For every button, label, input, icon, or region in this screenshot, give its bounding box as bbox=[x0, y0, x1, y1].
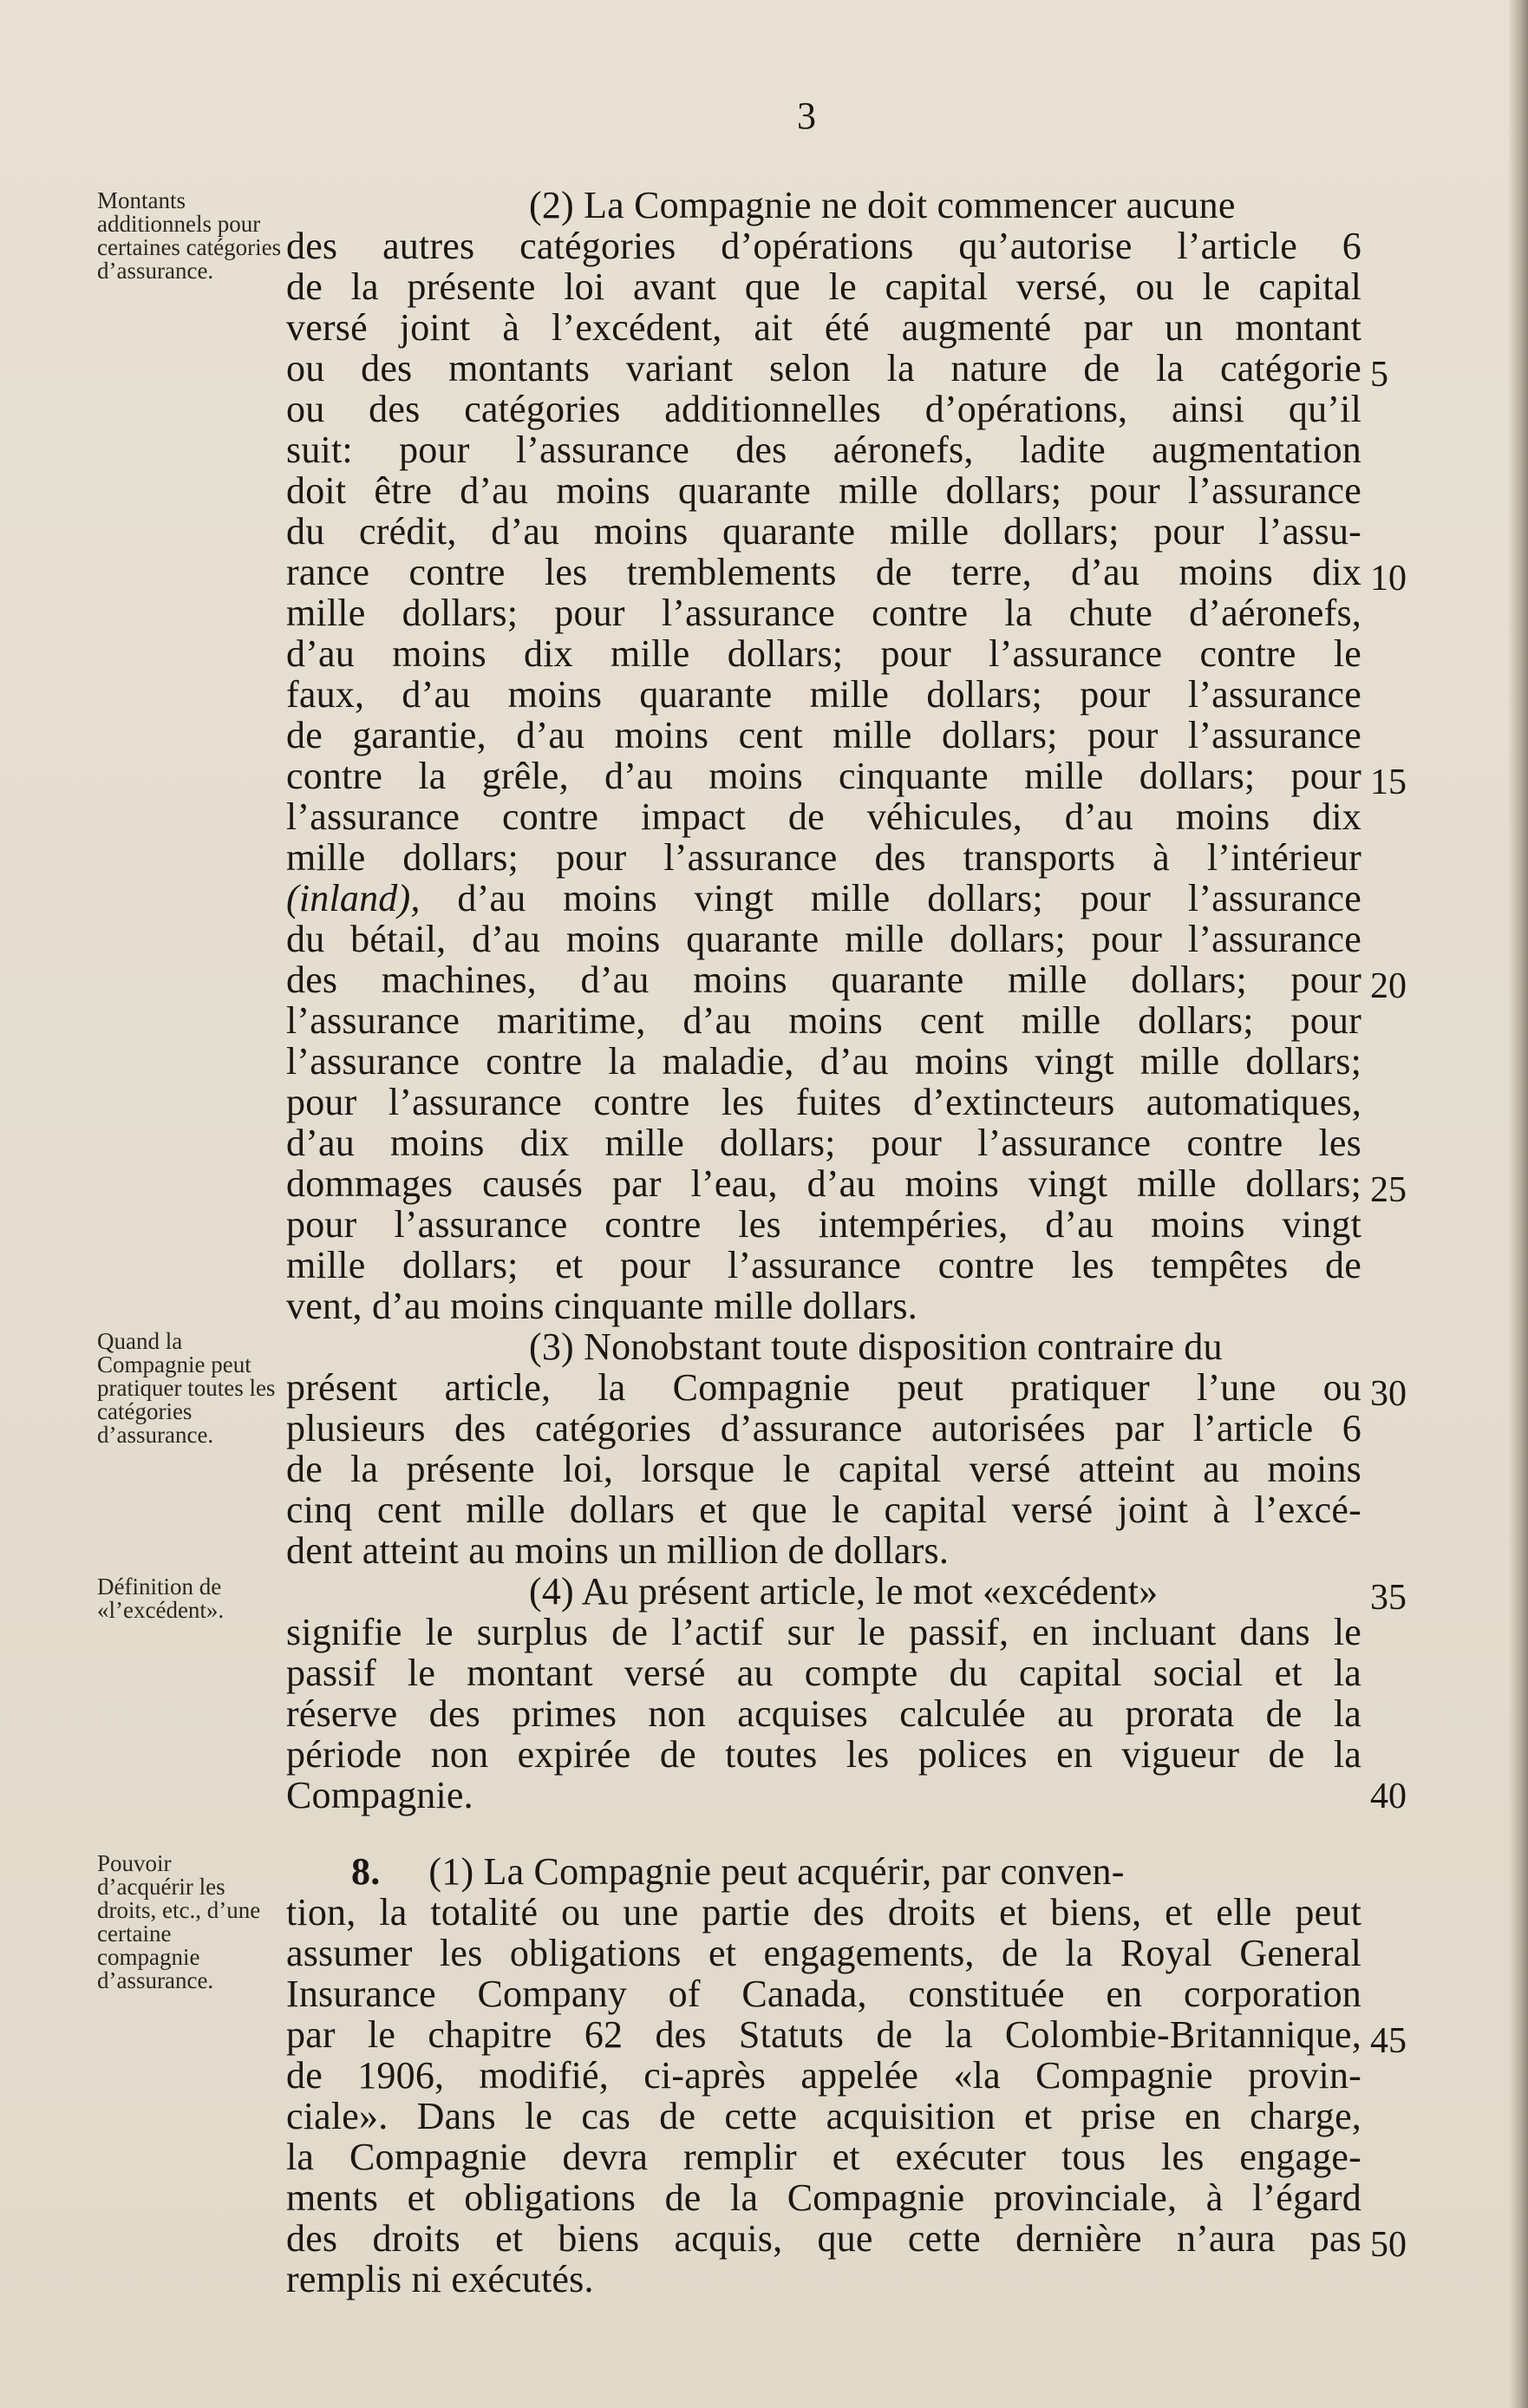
margin-note-definition-excedent: Définition de «l’excédent». bbox=[97, 1574, 225, 1623]
line-number: 20 bbox=[1370, 966, 1407, 1006]
text-line: l’assurance contre la maladie, d’au moins vingt mille dollars; bbox=[286, 1040, 1361, 1083]
line-number: 30 bbox=[1370, 1374, 1407, 1414]
text-line-rest: d’au moins vingt mille dollars; pour l’assurance bbox=[457, 877, 1361, 919]
text-line-rest: (1) La Compagnie peut acquérir, par conven- bbox=[428, 1850, 1125, 1893]
text-line: présent article, la Compagnie peut pratiquer l’une ou bbox=[286, 1366, 1361, 1409]
page-number: 3 bbox=[797, 95, 816, 137]
line-number: 15 bbox=[1370, 762, 1407, 802]
text-line: du crédit, d’au moins quarante mille dollars; pour l’assu- bbox=[286, 510, 1361, 553]
text-line: ments et obligations de la Compagnie provinciale, à l’égard bbox=[286, 2176, 1361, 2219]
margin-note-additional-amounts: Montants additionnels pour certaines catégories d’assurance. bbox=[97, 187, 282, 284]
line-number: 50 bbox=[1370, 2225, 1407, 2265]
text-line: pour l’assurance contre les fuites d’extincteurs automatiques, bbox=[286, 1081, 1361, 1123]
margin-note-all-categories: Quand la Compagnie peut pratiquer toutes les catégories d’assurance. bbox=[97, 1328, 276, 1448]
text-line: faux, d’au moins quarante mille dollars; pour l’assurance bbox=[286, 673, 1361, 716]
text-line: pour l’assurance contre les intempéries, d’au moins vingt bbox=[286, 1203, 1361, 1246]
text-line: des autres catégories d’opérations qu’autorise l’article 6 bbox=[286, 225, 1361, 267]
text-line bbox=[351, 1852, 1361, 1892]
text-line: (2) La Compagnie ne doit commencer aucune bbox=[529, 184, 1236, 226]
text-line: de 1906, modifié, ci-après appelée «la Compagnie provin- bbox=[286, 2054, 1361, 2097]
text-line: Insurance Company of Canada, constituée en corporation bbox=[286, 1973, 1361, 2015]
text-line: mille dollars; et pour l’assurance contre les tempêtes de bbox=[286, 1244, 1361, 1286]
text-line: ou des catégories additionnelles d’opérations, ainsi qu’il bbox=[286, 388, 1361, 430]
line-number: 10 bbox=[1370, 559, 1407, 599]
text-line: rance contre les tremblements de terre, d’au moins dix bbox=[286, 551, 1361, 593]
text-line: mille dollars; pour l’assurance des transports à l’intérieur bbox=[286, 836, 1361, 879]
text-line: de la présente loi, lorsque le capital versé atteint au moins bbox=[286, 1448, 1361, 1490]
text-line: par le chapitre 62 des Statuts de la Colombie-Britannique, bbox=[286, 2013, 1361, 2056]
text-line: versé joint à l’excédent, ait été augmenté par un montant bbox=[286, 306, 1361, 349]
line-number: 45 bbox=[1370, 2021, 1407, 2061]
text-line: signifie le surplus de l’actif sur le passif, en incluant dans le bbox=[286, 1611, 1361, 1653]
text-line: dent atteint au moins un million de dollars. bbox=[286, 1529, 950, 1572]
text-line: des droits et biens acquis, que cette dernière n’aura pas bbox=[286, 2217, 1361, 2260]
text-line: tion, la totalité ou une partie des droits et biens, et elle peut bbox=[286, 1891, 1361, 1934]
text-line: réserve des primes non acquises calculée au prorata de la bbox=[286, 1692, 1361, 1735]
text-line: des machines, d’au moins quarante mille dollars; pour bbox=[286, 959, 1361, 1001]
text-line: de la présente loi avant que le capital versé, ou le capital bbox=[286, 265, 1361, 308]
text-line: doit être d’au moins quarante mille dollars; pour l’assurance bbox=[286, 469, 1361, 512]
text-line: l’assurance maritime, d’au moins cent mille dollars; pour bbox=[286, 999, 1361, 1042]
text-line bbox=[286, 879, 1361, 919]
line-number: 25 bbox=[1370, 1170, 1407, 1210]
text-line: suit: pour l’assurance des aéronefs, ladite augmentation bbox=[286, 429, 1361, 471]
text-line: Compagnie. bbox=[286, 1774, 473, 1816]
text-line: passif le montant versé au compte du capital social et la bbox=[286, 1652, 1361, 1694]
line-number: 40 bbox=[1370, 1777, 1407, 1816]
text-line: vent, d’au moins cinquante mille dollars. bbox=[286, 1285, 917, 1327]
line-number: 35 bbox=[1370, 1578, 1407, 1618]
text-line: d’au moins dix mille dollars; pour l’assurance contre le bbox=[286, 632, 1361, 675]
text-line: période non expirée de toutes les polices en vigueur de la bbox=[286, 1733, 1361, 1776]
text-line: remplis ni exécutés. bbox=[286, 2258, 594, 2300]
text-line: du bétail, d’au moins quarante mille dollars; pour l’assurance bbox=[286, 918, 1361, 960]
text-line: plusieurs des catégories d’assurance autorisées par l’article 6 bbox=[286, 1407, 1361, 1449]
text-line: assumer les obligations et engagements, de la Royal General bbox=[286, 1932, 1361, 1974]
text-line: ciale». Dans le cas de cette acquisition et prise en charge, bbox=[286, 2095, 1361, 2137]
text-line: cinq cent mille dollars et que le capital versé joint à l’excé- bbox=[286, 1489, 1361, 1531]
section-number: 8. bbox=[351, 1850, 381, 1893]
text-line: mille dollars; pour l’assurance contre la chute d’aéronefs, bbox=[286, 592, 1361, 634]
text-line: dommages causés par l’eau, d’au moins vingt mille dollars; bbox=[286, 1162, 1361, 1205]
text-line: de garantie, d’au moins cent mille dollars; pour l’assurance bbox=[286, 714, 1361, 756]
text-line: la Compagnie devra remplir et exécuter tous les engage- bbox=[286, 2136, 1361, 2178]
text-line: d’au moins dix mille dollars; pour l’assurance contre les bbox=[286, 1122, 1361, 1164]
text-line: ou des montants variant selon la nature de la catégorie bbox=[286, 347, 1361, 389]
text-line: l’assurance contre impact de véhicules, d’au moins dix bbox=[286, 795, 1361, 838]
text-line: (4) Au présent article, le mot «excédent» bbox=[529, 1570, 1159, 1613]
page-edge-shadow bbox=[1509, 0, 1528, 2408]
margin-note-power-to-acquire: Pouvoir d’acquérir les droits, etc., d’une certaine compagnie d’assurance. bbox=[97, 1850, 261, 1993]
text-line: contre la grêle, d’au moins cinquante mille dollars; pour bbox=[286, 755, 1361, 797]
line-number: 5 bbox=[1370, 355, 1388, 395]
text-line: (3) Nonobstant toute disposition contraire du bbox=[529, 1325, 1223, 1368]
italic-inland: (inland), bbox=[286, 877, 421, 919]
